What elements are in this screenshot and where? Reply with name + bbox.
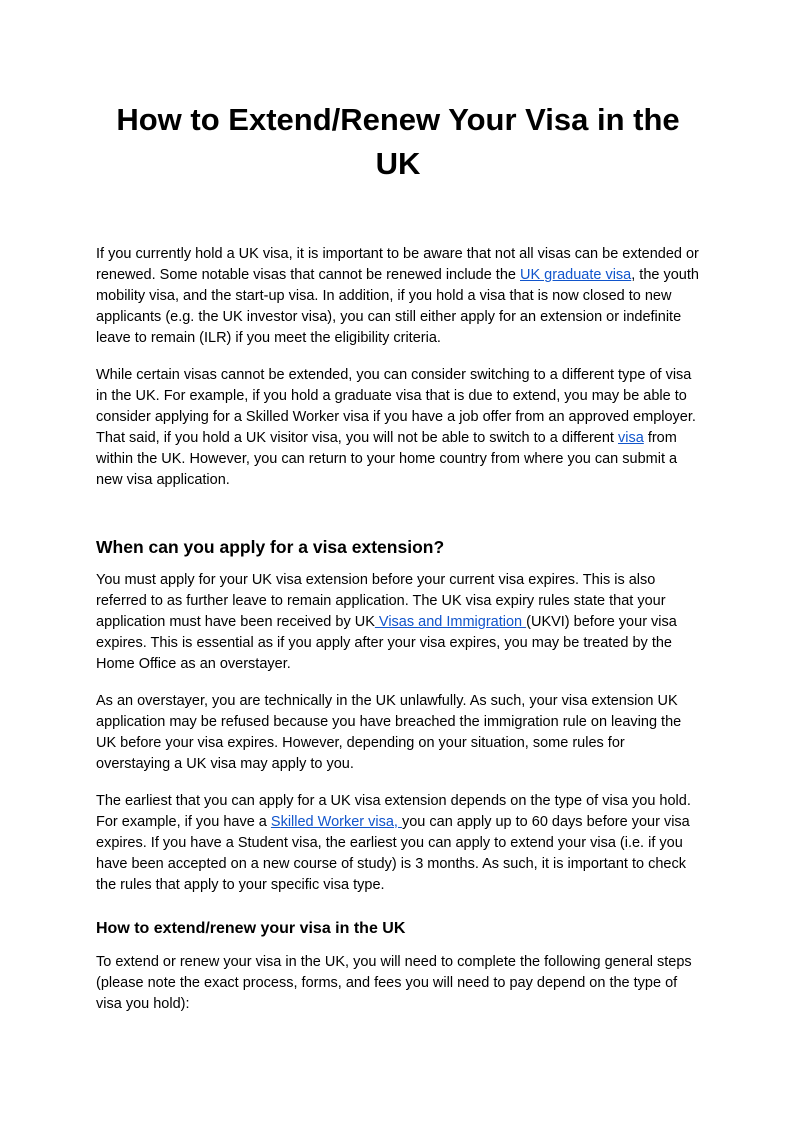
text-run: If you currently hold a UK visa, it is important to be aware that not all visas can be extended or renewed. Some notable visas that cannot be renewed include the bbox=[96, 246, 699, 284]
link-skilled-worker-visa[interactable]: Skilled Worker visa, bbox=[270, 813, 402, 830]
heading-when-can-you-apply: When can you apply for a visa extension? bbox=[96, 537, 445, 558]
paragraph-when-1 bbox=[96, 570, 700, 675]
paragraph-intro-1 bbox=[96, 244, 700, 349]
text-run: (UKVI) before your visa expires. This is essential as if you apply after your visa expires, you may be treated by the Home Office as an overstayer. bbox=[96, 613, 677, 672]
paragraph-when-2 bbox=[96, 691, 700, 775]
document-title: How to Extend/Renew Your Visa in the UK bbox=[116, 102, 680, 182]
link-uk-graduate-visa[interactable]: UK graduate visa bbox=[520, 267, 632, 284]
heading-how-to-extend-renew: How to extend/renew your visa in the UK bbox=[96, 919, 406, 937]
paragraph-intro-2 bbox=[96, 365, 700, 491]
text-run: To extend or renew your visa in the UK, you will need to complete the following general steps (please note the exact process, forms, and fees you will need to pay depend on the type of visa you hold): bbox=[96, 954, 692, 1013]
text-run: The earliest that you can apply for a UK visa extension depends on the type of visa you hold. For example, if you have a bbox=[96, 792, 691, 830]
text-run: While certain visas cannot be extended, you can consider switching to a different type of visa in the UK. For example, if you hold a graduate visa that is due to extend, you may be able to consider applying for a Skilled Worker visa if you have a job offer from an approved employer. That said, if you hold a UK visitor visa, you will not be able to switch to a different bbox=[96, 367, 696, 447]
text-run: As an overstayer, you are technically in the UK unlawfully. As such, your visa extension UK application may be refused because you have breached the immigration rule on leaving the UK before your visa expires. However, depending on your situation, some rules for overstaying a UK visa may apply to you. bbox=[96, 692, 682, 772]
text-run: , the youth mobility visa, and the start-up visa. In addition, if you hold a visa that is now closed to new applicants (e.g. the UK investor visa), you can still either apply for an extension or indefinite leave to remain (ILR) if you meet the eligibility criteria. bbox=[96, 267, 699, 347]
link-visa[interactable]: visa bbox=[618, 430, 644, 447]
paragraph-how-1 bbox=[96, 952, 700, 1015]
paragraph-when-3 bbox=[96, 791, 700, 896]
text-run: You must apply for your UK visa extension before your current visa expires. This is also referred to as further leave to remain application. The UK visa expiry rules state that your application must have been received by UK bbox=[96, 571, 666, 630]
text-run: you can apply up to 60 days before your visa expires. If you have a Student visa, the earliest you can apply to extend your visa (i.e. if you have been accepted on a new course of study) is 3 months. As such, it is important to check the rules that apply to your specific visa type. bbox=[96, 813, 690, 893]
text-run: from within the UK. However, you can return to your home country from where you can submit a new visa application. bbox=[96, 430, 678, 489]
link-visas-and-immigration[interactable]: Visas and Immigration bbox=[374, 613, 527, 630]
